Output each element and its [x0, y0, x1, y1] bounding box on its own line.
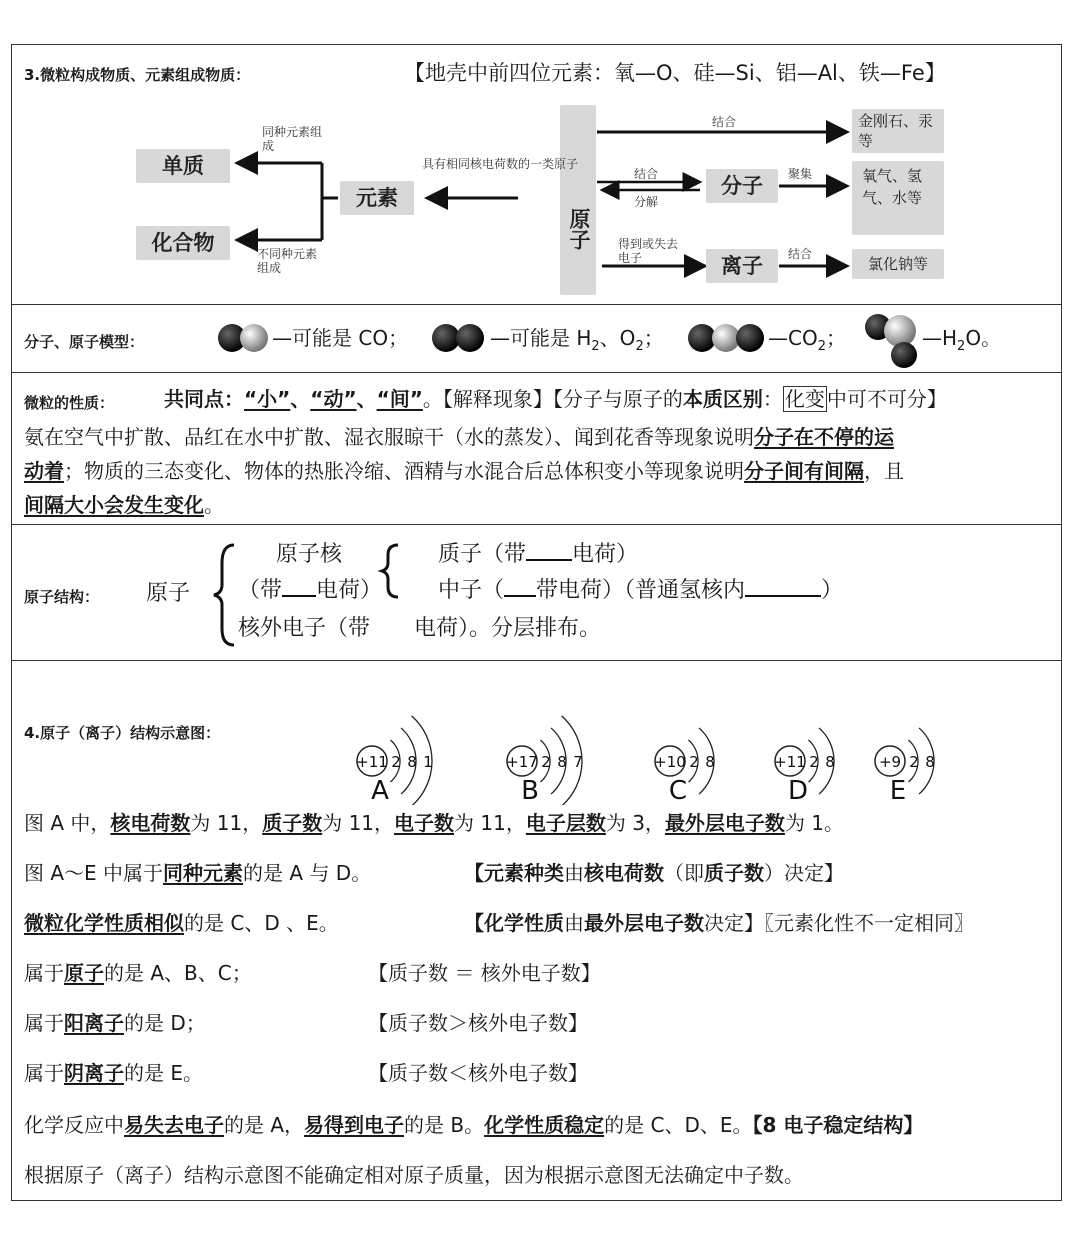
- proton-line: 质子（带 电荷）: [438, 542, 639, 567]
- diagram-line-5: 属于阳离子的是 D；: [24, 1011, 206, 1035]
- matter-diagram: [12, 45, 1061, 305]
- notes-table: [11, 44, 1062, 1201]
- atom-diagram-a: [356, 716, 433, 805]
- diff-element-label: 不同种元素组成: [257, 247, 318, 275]
- atom-letter-label: D: [787, 776, 809, 805]
- diagram-line-7: 化学反应中易失去电子的是 A，易得到电子的是 B。化学性质稳定的是 C、D、E。【8 电子稳定结构】: [24, 1113, 924, 1137]
- diagram-line-5-note: 【质子数＞核外电子数】: [368, 1011, 588, 1035]
- diagram-line-1: 图 A 中，核电荷数为 11，质子数为 11，电子数为 11，电子层数为 3，最外层电子数为 1。: [24, 811, 845, 835]
- h2-model-icon: [430, 322, 490, 354]
- section-heading: 4.原子（离子）结构示意图：: [24, 724, 221, 742]
- atom-box: 原子: [560, 105, 596, 295]
- element-box: 元素: [340, 181, 414, 215]
- gases-box: 氧气、氢气、水等: [852, 161, 944, 235]
- model-h2o-text: $—H_2O$。: [922, 326, 1002, 354]
- nucleus-charge-text: +9: [878, 753, 902, 771]
- molecule-box: 分子: [706, 169, 778, 203]
- crust-note: 【地壳中前四位元素：氧—O、硅—Si、铝—Al、铁—Fe】: [404, 61, 946, 85]
- decompose-label: 分解: [634, 195, 659, 209]
- section-property: [12, 373, 1061, 525]
- co2-model-icon: [686, 322, 768, 354]
- nacl-box: 氯化钠等: [852, 249, 944, 279]
- gain-lose-label: 得到或失去电子: [618, 237, 679, 265]
- diagram-line-6-note: 【质子数＜核外电子数】: [368, 1061, 588, 1085]
- diamond-box: 金刚石、汞等: [852, 109, 944, 153]
- shell-electron-count: 8: [407, 753, 417, 771]
- shell-electron-count: 1: [423, 753, 433, 771]
- diagram-line-3-note: 【化学性质由最外层电子数决定】〖元素化性不一定相同〗: [464, 911, 974, 935]
- diagram-line-8: 根据原子（离子）结构示意图不能确定相对原子质量，因为根据示意图无法确定中子数。: [24, 1163, 804, 1187]
- section-heading: 原子结构：: [24, 588, 100, 606]
- shell-electron-count: 8: [557, 753, 567, 771]
- diagram-line-4-note: 【质子数 ＝ 核外电子数】: [368, 961, 601, 985]
- diagram-line-2-note: 【元素种类由核电荷数（即质子数）决定】: [464, 861, 844, 885]
- atom-letter-label: E: [889, 776, 907, 805]
- atom-label: 原子: [146, 581, 191, 606]
- section-diagram: [12, 661, 1061, 1200]
- combine-label-3: 结合: [788, 247, 813, 261]
- nucleus-charge-text: +17: [506, 753, 538, 771]
- property-line-2: 氨在空气中扩散、品红在水中扩散、湿衣服晾干（水的蒸发）、闻到花香等现象说明分子在不停的运: [24, 425, 894, 449]
- section-matter: [12, 45, 1061, 305]
- nucleus-charge-text: +10: [654, 753, 686, 771]
- shell-electron-count: 8: [825, 753, 835, 771]
- nucleus-charge-text: +11: [774, 753, 806, 771]
- simple-substance-box: 单质: [136, 149, 230, 183]
- shell-electron-count: 2: [541, 753, 551, 771]
- model-h2-text: —可能是 $H_2$、$O_2$；: [490, 326, 664, 354]
- section-heading: 3.微粒构成物质、元素组成物质：: [24, 66, 251, 84]
- property-line-4: 间隔大小会发生变化。: [24, 493, 224, 517]
- nuclear-charge-label: 具有相同核电荷数的一类原子: [422, 157, 579, 171]
- section-heading: 分子、原子模型：: [24, 333, 145, 351]
- atom-diagram-b: [506, 716, 583, 805]
- nucleus-charge-text: +11: [356, 753, 388, 771]
- atom-letter-label: A: [371, 776, 389, 805]
- section-structure: [12, 525, 1061, 661]
- atom-diagrams: [342, 665, 982, 805]
- shell-electron-count: 2: [809, 753, 819, 771]
- diagram-line-4: 属于原子的是 A、B、C；: [24, 961, 252, 985]
- neutron-line: 中子（ 带电荷）（普通氢核内 ）: [438, 578, 844, 603]
- shell-electron-count: 8: [705, 753, 715, 771]
- shell-electron-count: 2: [909, 753, 919, 771]
- atom-letter-label: B: [521, 776, 539, 805]
- nucleus-label: 原子核: [276, 542, 343, 567]
- model-co2-text: $—CO_2$；: [768, 326, 846, 354]
- diagram-line-2: 图 A～E 中属于同种元素的是 A 与 D。: [24, 861, 372, 885]
- combine-label-1: 结合: [712, 115, 737, 129]
- atom-diagram-d: [774, 728, 835, 805]
- combine-label-2: 结合: [634, 167, 659, 181]
- compound-box: 化合物: [136, 226, 230, 260]
- atom-diagram-c: [654, 728, 715, 805]
- shell-electron-count: 2: [391, 753, 401, 771]
- diagram-line-6: 属于阴离子的是 E。: [24, 1061, 203, 1085]
- shell-electron-count: 8: [925, 753, 935, 771]
- nucleus-charge: （带 电荷）: [238, 578, 383, 603]
- co-model-icon: [216, 322, 272, 354]
- same-element-label: 同种元素组成: [262, 125, 323, 153]
- diagram-line-3: 微粒化学性质相似的是 C、D 、E。: [24, 911, 339, 935]
- property-line-3: 动着；物质的三态变化、物体的热胀冷缩、酒精与水混合后总体积变小等现象说明分子间有间隔，且: [24, 459, 904, 483]
- shell-electron-count: 2: [689, 753, 699, 771]
- atom-diagram-e: [875, 728, 935, 805]
- section-heading: 微粒的性质：: [24, 394, 115, 412]
- electron-line: 核外电子（带 电荷）。分层排布。: [238, 616, 602, 641]
- shell-electron-count: 7: [573, 753, 583, 771]
- gather-label: 聚集: [788, 167, 813, 181]
- model-co-text: —可能是 CO；: [272, 326, 409, 350]
- h2o-model-icon: [862, 309, 922, 369]
- ion-box: 离子: [706, 249, 778, 283]
- atom-letter-label: C: [668, 776, 688, 805]
- section-model: [12, 305, 1061, 373]
- property-line-1: 共同点：“小”、“动”、“间”。【解释现象】【分子与原子的本质区别： 化变 中可不可分】: [164, 387, 947, 411]
